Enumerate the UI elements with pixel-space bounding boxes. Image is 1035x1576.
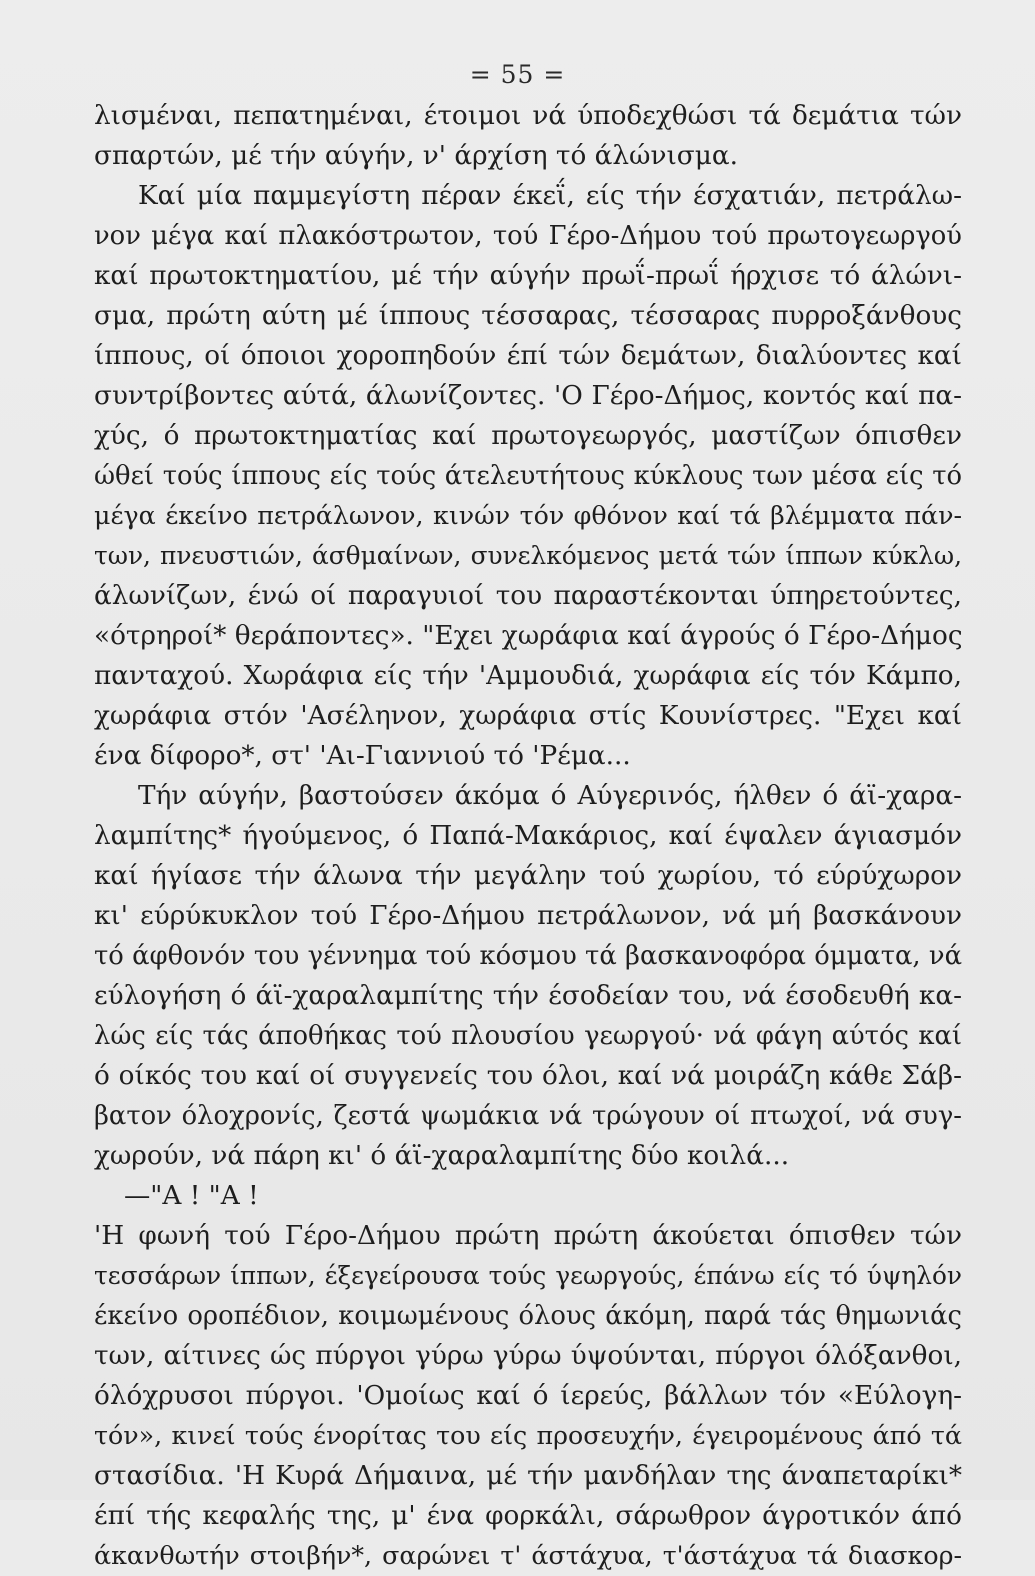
text-line: βατον όλοχρονίς, ζεστά ψωμάκια νά τρώγουν οί πτωχοί, νά συγ- xyxy=(94,1101,962,1131)
text-line: ό οίκός του καί οί συγγενείς του όλοι, καί νά μοιράζη κάθε Σάβ- xyxy=(94,1061,962,1091)
text-line: όλόχρυσοι πύργοι. 'Ομοίως καί ό ίερεύς, βάλλων τόν «Εύλογη- xyxy=(94,1381,962,1411)
text-line: κι' εύρύκυκλον τού Γέρο-Δήμου πετράλωνον, νά μή βασκάνουν xyxy=(94,901,962,931)
dialogue-line: —"Α ! "Α ! xyxy=(124,1181,259,1211)
text-line: τεσσάρων ίππων, έξεγείρουσα τούς γεωργούς, έπάνω είς τό ύψηλόν xyxy=(94,1261,962,1290)
paragraph-first-line: 'Η φωνή τού Γέρο-Δήμου πρώτη πρώτη άκούεται όπισθεν τών xyxy=(94,1221,962,1251)
text-line: χύς, ό πρωτοκτηματίας καί πρωτογεωργός, μαστίζων όπισθεν xyxy=(94,421,962,451)
paragraph-first-line: Τήν αύγήν, βαστούσεν άκόμα ό Αύγερινός, ήλθεν ό άϊ-χαρα- xyxy=(138,781,962,811)
text-line: εύλογήση ό άϊ-χαραλαμπίτης τήν έσοδείαν του, νά έσοδευθή κα- xyxy=(94,981,962,1011)
text-line: καί πρωτοκτηματίου, μέ τήν αύγήν πρωΐ-πρωΐ ήρχισε τό άλώνι- xyxy=(94,261,962,291)
text-line: τόν», κινεί τούς ένορίτας του είς προσευχήν, έγειρομένους άπό τά xyxy=(94,1421,962,1450)
text-line: νον μέγα καί πλακόστρωτον, τού Γέρο-Δήμου τού πρωτογεωργού xyxy=(94,221,962,251)
page-body-text xyxy=(94,96,962,1576)
text-line: των, αίτινες ώς πύργοι γύρω γύρω ύψούνται, πύργοι όλόξανθοι, xyxy=(94,1341,962,1371)
text-line: άλωνίζων, ένώ οί παραγυιοί του παραστέκονται ύπηρετούντες, xyxy=(94,581,962,611)
text-line: στασίδια. 'Η Κυρά Δήμαινα, μέ τήν μανδήλαν της άναπεταρίκι* xyxy=(94,1461,962,1491)
text-line: ίππους, οί όποιοι χοροπηδούν έπί τών δεμάτων, διαλύοντες καί xyxy=(94,341,962,371)
text-line: τό άφθονόν του γέννημα τού κόσμου τά βασκανοφόρα όμματα, νά xyxy=(94,941,962,971)
text-line: των, πνευστιών, άσθμαίνων, συνελκόμενος μετά τών ίππων κύκλω, xyxy=(94,541,962,570)
text-line: λαμπίτης* ήγούμενος, ό Παπά-Μακάριος, καί έψαλεν άγιασμόν xyxy=(94,821,962,851)
text-line: χωρούν, νά πάρη κι' ό άϊ-χαραλαμπίτης δύο κοιλά... xyxy=(94,1141,790,1171)
text-line: καί ήγίασε τήν άλωνα τήν μεγάλην τού χωρίου, τό εύρύχωρον xyxy=(94,861,962,891)
text-line: «ότρηροί* θεράποντες». "Εχει χωράφια καί άγρούς ό Γέρο-Δήμος xyxy=(94,621,963,651)
text-line: μέγα έκείνο πετράλωνον, κινών τόν φθόνον καί τά βλέμματα πάν- xyxy=(94,501,962,530)
text-line: λισμέναι, πεπατημέναι, έτοιμοι νά ύποδεχθώσι τά δεμάτια τών xyxy=(94,101,962,131)
page-number: = 55 = xyxy=(469,60,566,89)
paragraph-first-line: Καί μία παμμεγίστη πέραν έκεΐ, είς τήν έσχατιάν, πετράλω- xyxy=(138,181,962,211)
text-line: έπί τής κεφαλής της, μ' ένα φορκάλι, σάρωθρον άγροτικόν άπό xyxy=(94,1501,962,1531)
text-line: έκείνο οροπέδιον, κοιμωμένους όλους άκόμη, παρά τάς θημωνιάς xyxy=(94,1301,962,1331)
text-line: σπαρτών, μέ τήν αύγήν, ν' άρχίση τό άλώνισμα. xyxy=(94,141,738,171)
text-line: χωράφια στόν 'Ασέληνον, χωράφια στίς Κουνίστρες. "Εχει καί xyxy=(94,701,962,731)
text-line: πανταχού. Χωράφια είς τήν 'Αμμουδιά, χωράφια είς τόν Κάμπο, xyxy=(94,661,962,691)
text-line: ένα δίφορο*, στ' 'Αι-Γιαννιού τό 'Ρέμα... xyxy=(94,741,631,771)
text-line: άκανθωτήν στοιβήν*, σαρώνει τ' άστάχυα, τ'άστάχυα τά διασκορ- xyxy=(94,1541,962,1570)
text-line: σμα, πρώτη αύτη μέ ίππους τέσσαρας, τέσσαρας πυρροξάνθους xyxy=(94,301,962,331)
text-line: ώθεί τούς ίππους είς τούς άτελευτήτους κύκλους των μέσα είς τό xyxy=(94,461,962,491)
text-line: λώς είς τάς άποθήκας τού πλουσίου γεωργού· νά φάγη αύτός καί xyxy=(94,1021,962,1051)
text-line: συντρίβοντες αύτά, άλωνίζοντες. 'Ο Γέρο-Δήμος, κοντός καί πα- xyxy=(94,381,962,411)
